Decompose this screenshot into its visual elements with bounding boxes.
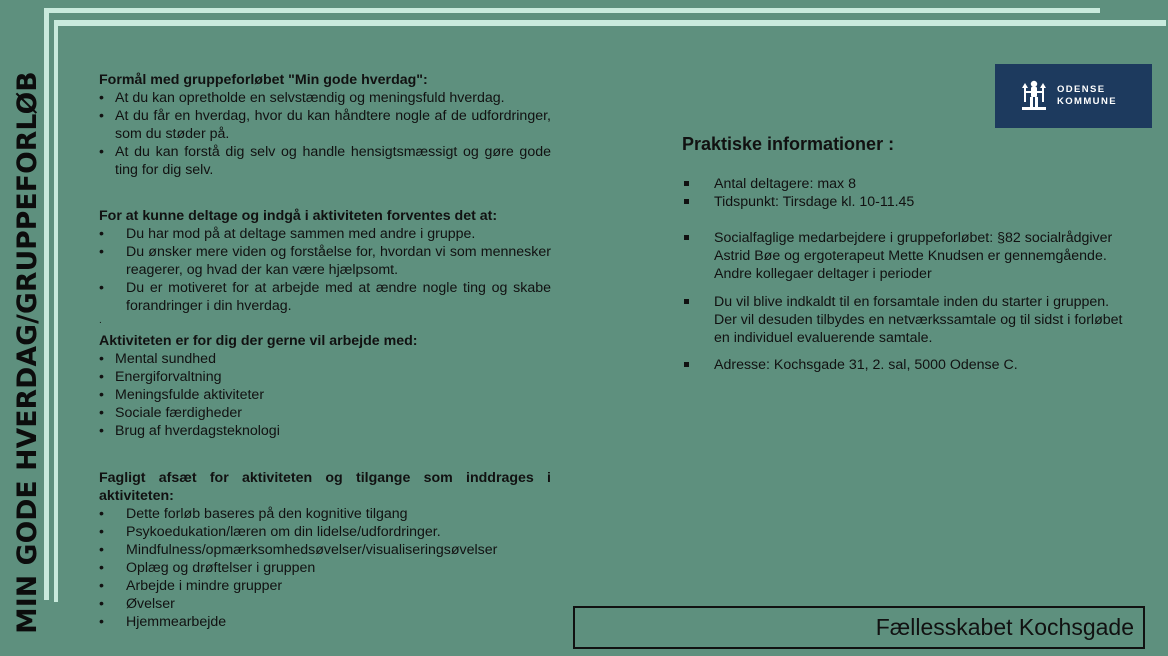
practical-group-2 [682, 229, 1128, 283]
requirements-list [99, 225, 551, 315]
list-item: • At du kan forstå dig selv og handle hensigtsmæssigt og gøre gode ting for dig selv. [99, 143, 551, 179]
list-item: • Psykoedukation/læren om din lidelse/udfordringer. [99, 523, 551, 541]
approach-list [99, 505, 551, 631]
coat-of-arms-icon [1019, 79, 1049, 113]
list-item: • At du får en hverdag, hvor du kan håndtere nogle af de udfordringer, som du støder på. [99, 107, 551, 143]
list-item: • Hjemmearbejde [99, 613, 551, 631]
frame-line-top-inner [54, 20, 1166, 26]
practical-group-4 [682, 356, 1128, 374]
logo-line-1: ODENSE [1057, 84, 1106, 95]
logo-line-2: KOMMUNE [1057, 96, 1117, 107]
approach-section [99, 469, 551, 631]
list-item: Tidspunkt: Tirsdage kl. 10-11.45 [682, 193, 1128, 211]
requirements-heading: For at kunne deltage og indgå i aktiviteten forventes det at: [99, 208, 498, 224]
list-item: • Energiforvaltning [99, 368, 551, 386]
list-item: • Mindfulness/opmærksomhedsøvelser/visualiseringsøvelser [99, 541, 551, 559]
stray-dot: . [99, 315, 102, 326]
frame-line-left-inner [54, 20, 58, 602]
list-item: • Meningsfulde aktiviteter [99, 386, 551, 404]
purpose-heading: Formål med gruppeforløbet "Min gode hverdag": [99, 72, 428, 88]
list-item: • Øvelser [99, 595, 551, 613]
practical-list-2 [682, 229, 1128, 283]
list-item: Antal deltagere: max 8 [682, 175, 1128, 193]
list-item: • Du er motiveret for at arbejde med at ændre nogle ting og skabe forandringer i din hverdag. [99, 279, 551, 315]
practical-heading: Praktiske informationer : [682, 134, 895, 154]
list-item: • Mental sundhed [99, 350, 551, 368]
list-item: • Sociale færdigheder [99, 404, 551, 422]
logo-text [1057, 84, 1117, 108]
list-item: • Brug af hverdagsteknologi [99, 422, 551, 440]
odense-kommune-logo [995, 64, 1152, 128]
list-item: Socialfaglige medarbejdere i gruppeforløbet: §82 socialrådgiver Astrid Bøe og ergoterapeut Mette Knudsen er gennemgående. Andre kollegaer deltager i perioder [682, 229, 1128, 283]
vertical-title-text: MIN GODE HVERDAG/GRUPPEFORLØB [11, 71, 43, 634]
practical-list-4 [682, 356, 1128, 374]
practical-group-3 [682, 293, 1128, 347]
practical-list-3 [682, 293, 1128, 347]
practical-group-1 [682, 175, 1128, 211]
purpose-list [99, 89, 551, 179]
practical-list-1 [682, 175, 1128, 211]
list-item: Adresse: Kochsgade 31, 2. sal, 5000 Odense C. [682, 356, 1128, 374]
target-heading: Aktiviteten er for dig der gerne vil arbejde med: [99, 333, 418, 349]
footer-text: Fællesskabet Kochsgade [875, 614, 1134, 640]
target-section [99, 332, 551, 440]
list-item: • Arbejde i mindre grupper [99, 577, 551, 595]
list-item: • Du har mod på at deltage sammen med andre i gruppe. [99, 225, 551, 243]
requirements-section [99, 207, 551, 327]
frame-line-left-outer [44, 8, 49, 600]
target-list [99, 350, 551, 440]
approach-heading: Fagligt afsæt for aktiviteten og tilgange som inddrages i aktiviteten: [99, 470, 551, 504]
purpose-section [99, 71, 551, 179]
list-item: • Oplæg og drøftelser i gruppen [99, 559, 551, 577]
footer-box [573, 606, 1145, 649]
list-item: Du vil blive indkaldt til en forsamtale inden du starter i gruppen. Der vil desuden tilbydes en netværkssamtale og til sidst i forløbet en individuel evaluerende samtale. [682, 293, 1128, 347]
list-item: • Dette forløb baseres på den kognitive tilgang [99, 505, 551, 523]
list-item: • Du ønsker mere viden og forståelse for, hvordan vi som mennesker reagerer, og hvad der kan være hjælpsomt. [99, 243, 551, 279]
frame-line-top-outer [44, 8, 1100, 13]
list-item: • At du kan opretholde en selvstændig og meningsfuld hverdag. [99, 89, 551, 107]
vertical-title [10, 71, 44, 634]
